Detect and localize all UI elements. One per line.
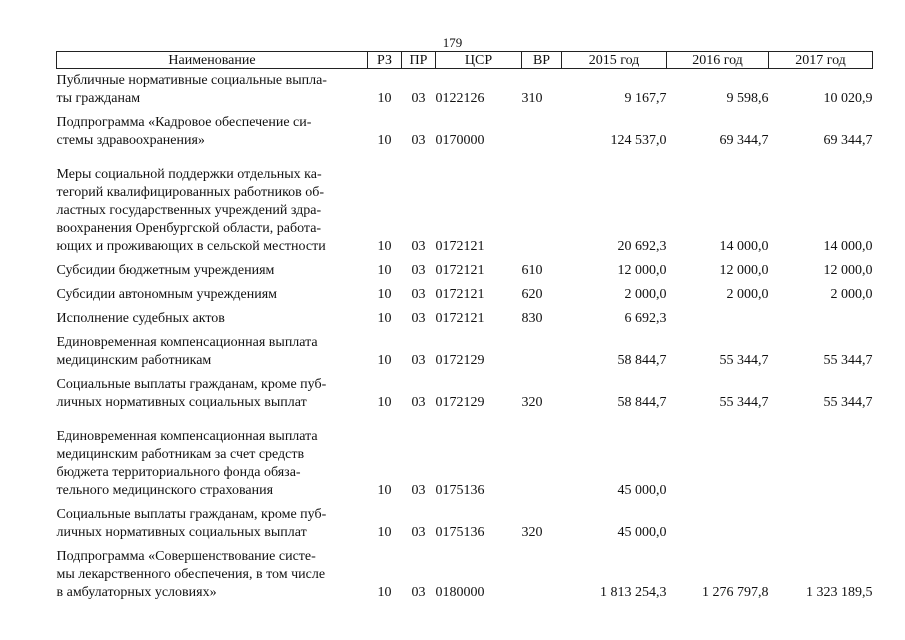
row-rz: 10 — [377, 483, 392, 498]
row-2016: 55 344,7 — [719, 353, 769, 368]
header-rz: РЗ — [368, 52, 402, 69]
row-csr: 0122126 — [435, 91, 485, 106]
row-vr — [522, 415, 562, 503]
row-2015: 1 813 254,3 — [600, 585, 667, 600]
row-csr: 0180000 — [435, 585, 485, 600]
row-2015: 45 000,0 — [617, 483, 667, 498]
row-rz: 10 — [377, 353, 392, 368]
row-2017: 55 344,7 — [823, 395, 873, 410]
row-2015: 20 692,3 — [617, 239, 667, 254]
row-csr: 0170000 — [435, 133, 485, 148]
row-csr: 0172121 — [435, 239, 485, 254]
table-row — [57, 153, 873, 259]
row-name: Подпрограмма «Совершенствование систе- мы лекарственного обеспечения, в том числе в амбулаторных условиях» — [56, 549, 326, 600]
row-2017 — [769, 503, 873, 545]
row-vr: 610 — [521, 263, 543, 278]
row-2015: 58 844,7 — [617, 395, 667, 410]
row-vr — [522, 153, 562, 259]
row-2015: 12 000,0 — [617, 263, 667, 278]
table-row — [57, 259, 873, 283]
row-2015: 58 844,7 — [617, 353, 667, 368]
row-vr: 310 — [521, 91, 543, 106]
header-name: Наименование — [57, 52, 368, 69]
row-rz: 10 — [377, 311, 392, 326]
row-csr: 0172121 — [435, 311, 485, 326]
row-rz: 10 — [377, 263, 392, 278]
row-csr: 0172129 — [435, 395, 485, 410]
row-pr: 03 — [411, 287, 426, 302]
row-2016 — [667, 503, 769, 545]
row-2016 — [667, 415, 769, 503]
row-pr: 03 — [411, 483, 426, 498]
row-name: Субсидии бюджетным учреждениям — [56, 263, 275, 278]
table-row — [57, 415, 873, 503]
row-rz: 10 — [377, 133, 392, 148]
header-2016: 2016 год — [667, 52, 769, 69]
row-pr: 03 — [411, 585, 426, 600]
row-vr: 620 — [521, 287, 543, 302]
row-name: Единовременная компенсационная выплата медицинским работникам — [56, 335, 318, 368]
table-row — [57, 331, 873, 373]
row-vr: 320 — [521, 395, 543, 410]
row-rz: 10 — [377, 585, 392, 600]
row-2015: 2 000,0 — [624, 287, 667, 302]
row-2017: 14 000,0 — [823, 239, 873, 254]
row-2016: 14 000,0 — [719, 239, 769, 254]
row-2015: 9 167,7 — [624, 91, 667, 106]
table-header-row — [57, 52, 873, 69]
row-name: Социальные выплаты гражданам, кроме пуб- личных нормативных социальных выплат — [56, 377, 327, 410]
row-csr: 0175136 — [435, 525, 485, 540]
row-pr: 03 — [411, 91, 426, 106]
table-row — [57, 111, 873, 153]
row-pr: 03 — [411, 525, 426, 540]
row-pr: 03 — [411, 353, 426, 368]
row-2017: 12 000,0 — [823, 263, 873, 278]
budget-table — [56, 51, 873, 605]
row-name: Публичные нормативные социальные выпла- ты гражданам — [56, 73, 327, 106]
row-name: Исполнение судебных актов — [56, 311, 225, 326]
row-csr: 0172121 — [435, 287, 485, 302]
row-2017: 10 020,9 — [823, 91, 873, 106]
row-rz: 10 — [377, 287, 392, 302]
row-2017: 1 323 189,5 — [806, 585, 873, 600]
table-row — [57, 545, 873, 605]
header-csr: ЦСР — [436, 52, 522, 69]
row-vr: 830 — [521, 311, 543, 326]
header-vr: ВР — [522, 52, 562, 69]
row-2015: 124 537,0 — [610, 133, 667, 148]
row-2017 — [769, 415, 873, 503]
table-row — [57, 373, 873, 415]
row-2017: 55 344,7 — [823, 353, 873, 368]
header-2015: 2015 год — [562, 52, 667, 69]
row-rz: 10 — [377, 239, 392, 254]
row-2017: 2 000,0 — [830, 287, 873, 302]
table-row — [57, 283, 873, 307]
row-2016: 1 276 797,8 — [702, 585, 769, 600]
row-2016: 55 344,7 — [719, 395, 769, 410]
table-row — [57, 69, 873, 112]
row-2015: 6 692,3 — [624, 311, 667, 326]
row-2015: 45 000,0 — [617, 525, 667, 540]
row-2016: 2 000,0 — [726, 287, 769, 302]
row-name: Меры социальной поддержки отдельных ка- тегорий квалифицированных работников об- ластных государственных учреждений здра- воохранения Оренбургской области, работа- ющих и проживающих в сельской местности — [56, 167, 326, 254]
table-row — [57, 503, 873, 545]
table-row — [57, 307, 873, 331]
row-rz: 10 — [377, 91, 392, 106]
row-pr: 03 — [411, 311, 426, 326]
row-csr: 0175136 — [435, 483, 485, 498]
row-2017: 69 344,7 — [823, 133, 873, 148]
row-vr — [522, 545, 562, 605]
row-2016 — [667, 307, 769, 331]
row-name: Субсидии автономным учреждениям — [56, 287, 278, 302]
row-vr — [522, 111, 562, 153]
row-name: Подпрограмма «Кадровое обеспечение си- стемы здравоохранения» — [56, 115, 312, 148]
row-rz: 10 — [377, 525, 392, 540]
table-body — [57, 69, 873, 606]
row-csr: 0172129 — [435, 353, 485, 368]
row-2017 — [769, 307, 873, 331]
row-csr: 0172121 — [435, 263, 485, 278]
row-rz: 10 — [377, 395, 392, 410]
row-name: Социальные выплаты гражданам, кроме пуб- личных нормативных социальных выплат — [56, 507, 327, 540]
row-2016: 69 344,7 — [719, 133, 769, 148]
page-number: 179 — [442, 35, 463, 50]
header-pr: ПР — [402, 52, 436, 69]
row-2016: 9 598,6 — [726, 91, 769, 106]
row-pr: 03 — [411, 395, 426, 410]
row-pr: 03 — [411, 133, 426, 148]
row-pr: 03 — [411, 263, 426, 278]
row-2016: 12 000,0 — [719, 263, 769, 278]
row-vr — [522, 331, 562, 373]
row-name: Единовременная компенсационная выплата медицинским работникам за счет средств бюджета территориального фонда обяза- тельного медицинского страхования — [56, 429, 318, 498]
row-vr: 320 — [521, 525, 543, 540]
row-pr: 03 — [411, 239, 426, 254]
header-2017: 2017 год — [769, 52, 873, 69]
